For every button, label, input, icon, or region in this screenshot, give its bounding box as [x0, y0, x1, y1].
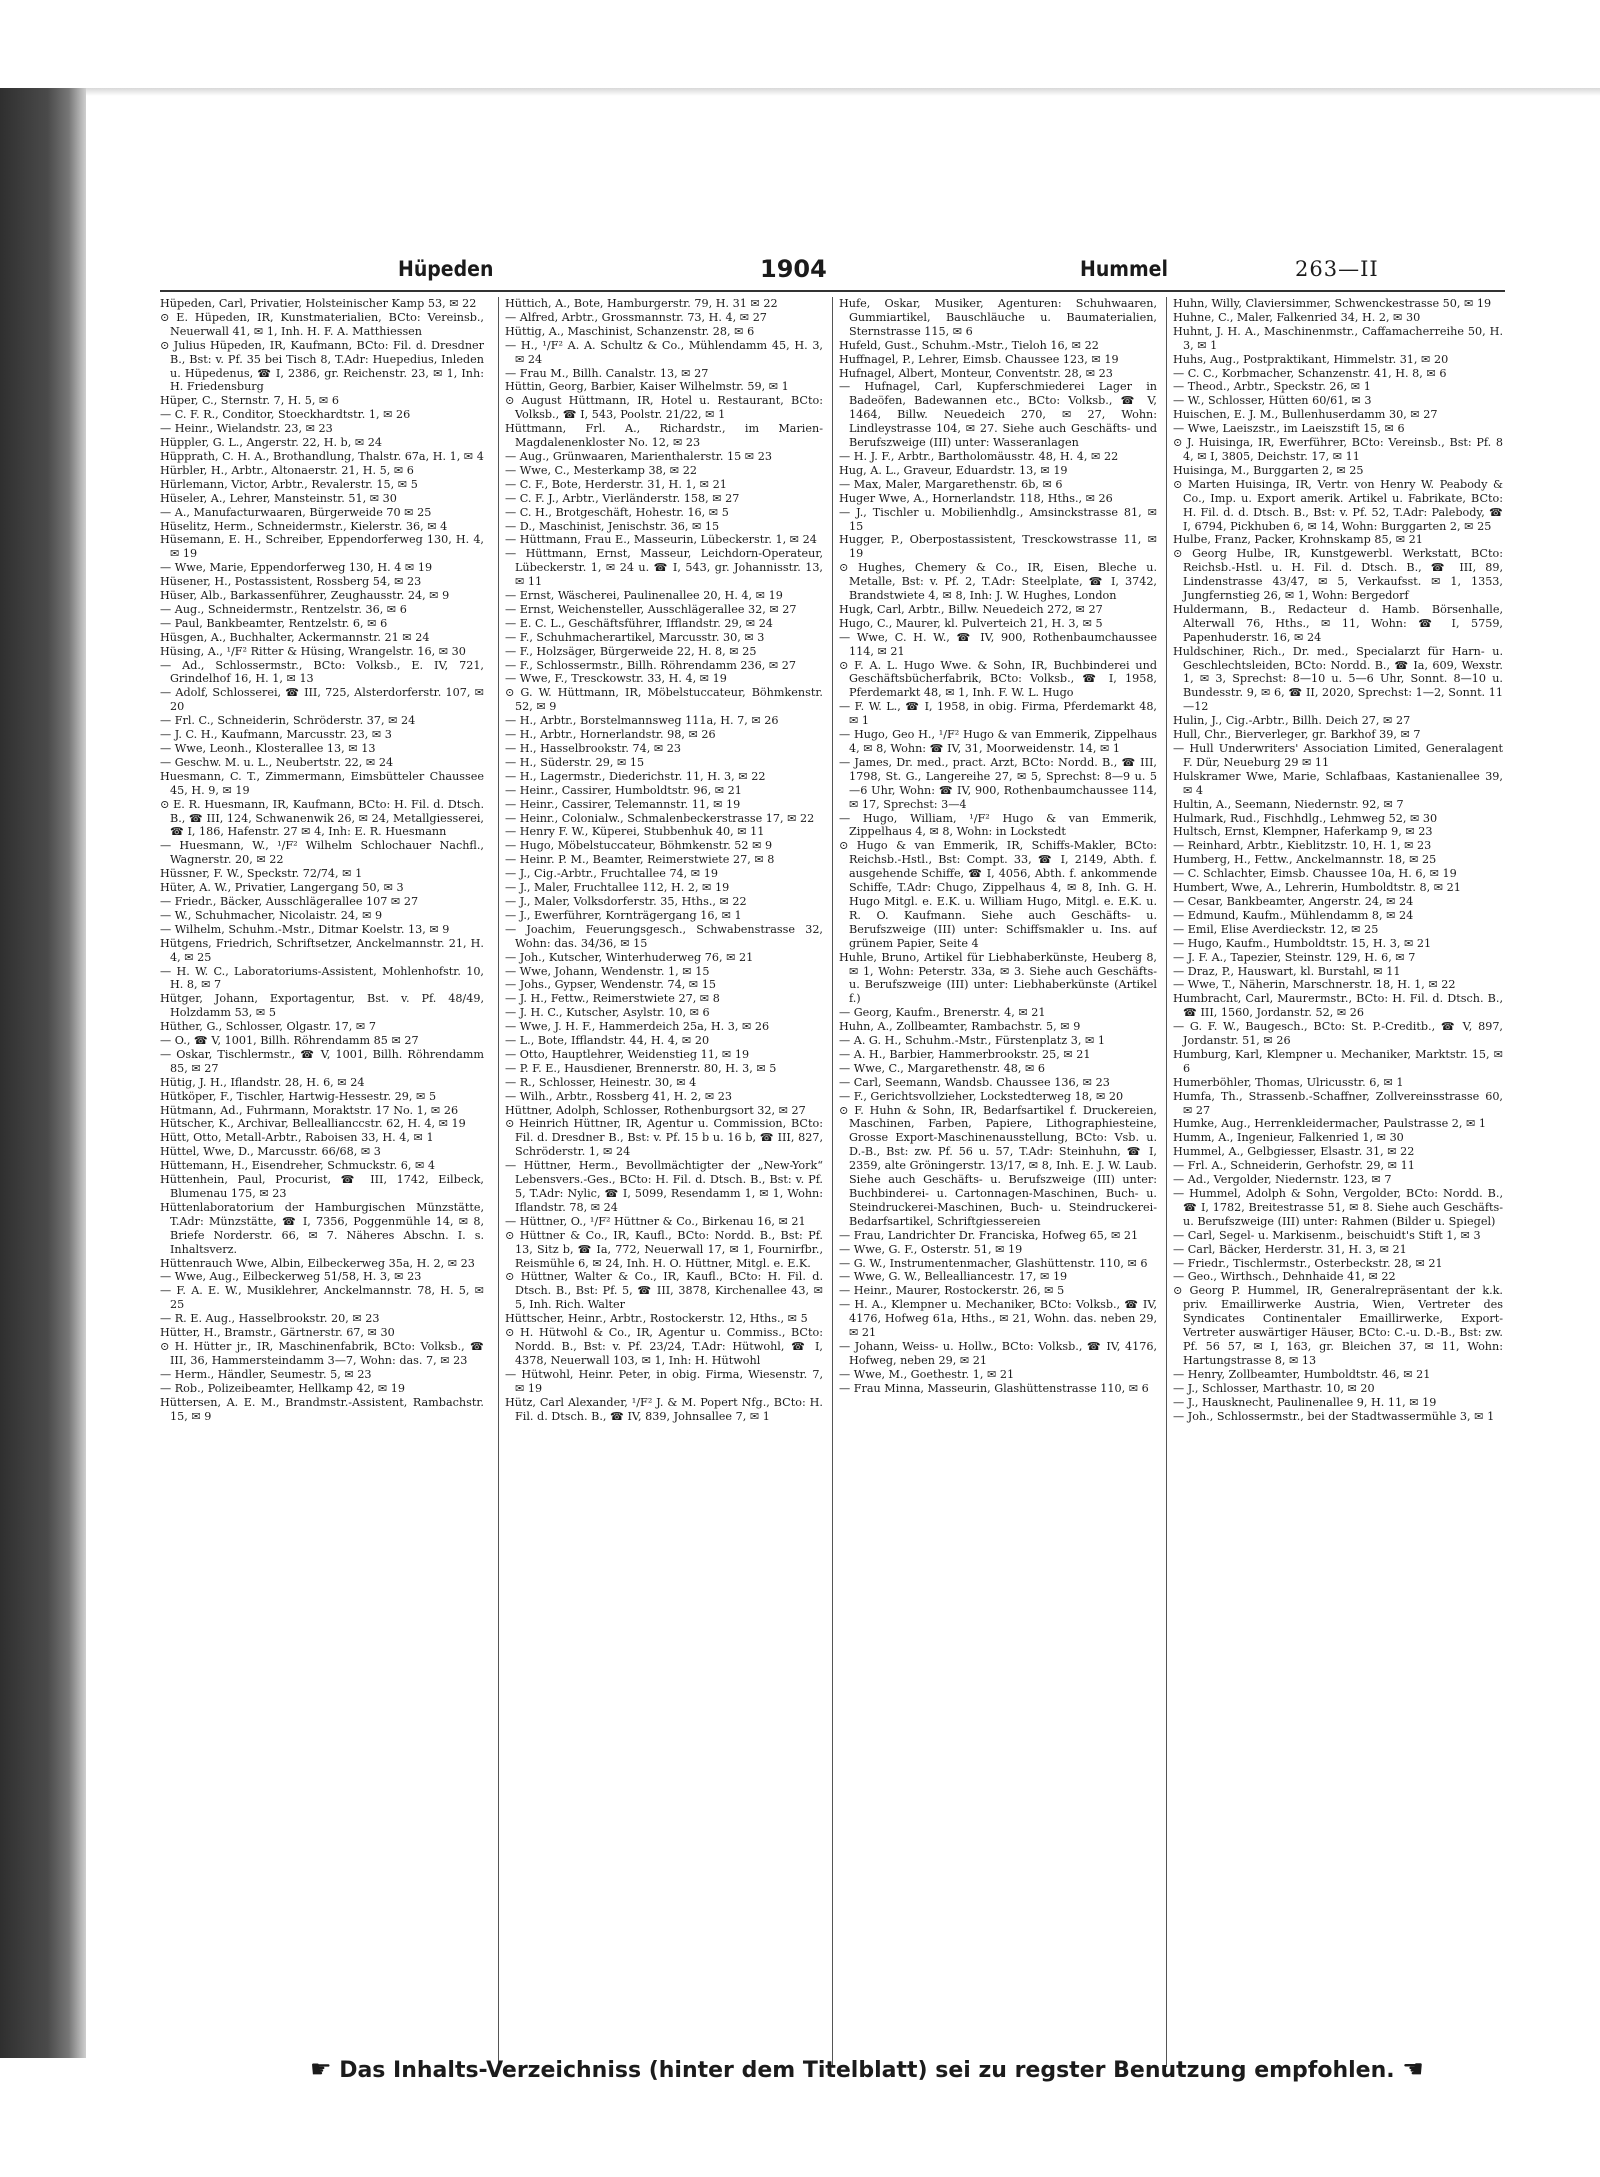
directory-entry: Huldschiner, Rich., Dr. med., Specialarzt für Harn- u. Geschlechtsleiden, BCto: Nordd. B., ☎ Ia, 609, Wexstr. 1, ✉ 3, Sprechst: 8—10 u. 5—6 Uhr, Sonnt. 8—10 u. Bundesstr. 9, ✉ 6, ☎ II, 2020, Sprechst: 1—2, Sonnt. 11—12: [1173, 644, 1503, 714]
directory-entry: — Aug., Schneidermstr., Rentzelstr. 36, ✉ 6: [160, 602, 407, 616]
directory-entry: — Paul, Bankbeamter, Rentzelstr. 6, ✉ 6: [160, 616, 388, 630]
directory-entry: Hüttich, A., Bote, Hamburgerstr. 79, H. 31 ✉ 22: [505, 297, 778, 310]
directory-entry: — Heinr., Colonialw., Schmalenbeckerstrasse 17, ✉ 22: [505, 811, 815, 825]
directory-entry: — H., ¹/F² A. A. Schultz & Co., Mühlendamm 45, H. 3, ✉ 24: [505, 338, 823, 366]
directory-entry: Huger Wwe, A., Hornerlandstr. 118, Hths., ✉ 26: [839, 491, 1113, 505]
directory-entry: — Wwe, M., Goethestr. 1, ✉ 21: [839, 1367, 1015, 1381]
column-2: [498, 297, 823, 2067]
directory-entry: — Wwe, F., Tresckowstr. 33, H. 4, ✉ 19: [505, 672, 727, 686]
directory-entry: Hummel, A., Gelbgiesser, Elsastr. 31, ✉ 22: [1173, 1145, 1415, 1159]
directory-entry: — C. C., Korbmacher, Schanzenstr. 41, H. 8, ✉ 6: [1173, 366, 1447, 380]
directory-entry: ⊙ August Hüttmann, IR, Hotel u. Restaurant, BCto: Volksb., ☎ I, 543, Poolstr. 21/22, ✉ 1: [505, 394, 823, 422]
directory-entry: Hüppler, G. L., Angerstr. 22, H. b, ✉ 24: [160, 436, 382, 450]
directory-entry: — H., Arbtr., Borstelmannsweg 111a, H. 7, ✉ 26: [505, 714, 779, 728]
directory-entry: — Carl, Segel- u. Markisenm., beischuidt's Stift 1, ✉ 3: [1173, 1228, 1481, 1242]
directory-entry: Hüssner, F. W., Speckstr. 72/74, ✉ 1: [160, 867, 363, 881]
directory-entry: — A. G. H., Schuhm.-Mstr., Fürstenplatz 3, ✉ 1: [839, 1034, 1105, 1048]
directory-entry: — Henry F. W., Küperei, Stubbenhuk 40, ✉ 11: [505, 825, 765, 839]
directory-entry: Hürlemann, Victor, Arbtr., Revalerstr. 15, ✉ 5: [160, 477, 418, 491]
directory-entry: — Hufnagel, Carl, Kupferschmiederei Lager in Badeöfen, Badewannen etc., BCto: Volksb., ☎ V, 1464, Billw. Neuedeich 270, ✉ 27, Wohn: Lindleystrasse 104, ✉ 27. Siehe auch Geschäfts- und Berufszweige (III) unter: Wasseranlagen: [839, 380, 1157, 450]
directory-entry: Hugk, Carl, Arbtr., Billw. Neuedeich 272, ✉ 27: [839, 602, 1103, 616]
directory-entry: — James, Dr. med., pract. Arzt, BCto: Nordd. B., ☎ III, 1798, St. G., Langereihe 27, ✉ 5, Sprechst: 8—9 u. 5—6 Uhr, Wohn: ☎ IV, 900, Rothenbaumchaussee 114, ✉ 17, Sprechst: 3—4: [839, 755, 1157, 811]
directory-entry: Hüsener, H., Postassistent, Rossberg 54, ✉ 23: [160, 575, 422, 589]
page-number: 263—II: [1295, 257, 1379, 281]
directory-entry: — Carl, Seemann, Wandsb. Chaussee 136, ✉ 23: [839, 1075, 1110, 1089]
directory-entry: — Frl. A., Schneiderin, Gerhofstr. 29, ✉ 11: [1173, 1159, 1415, 1173]
directory-entry: Humm, A., Ingenieur, Falkenried 1, ✉ 30: [1173, 1131, 1404, 1145]
directory-entry: Hull, Chr., Bierverleger, gr. Barkhof 39, ✉ 7: [1173, 728, 1421, 742]
header-rule: [160, 290, 1505, 292]
directory-entry: ⊙ E. R. Huesmann, IR, Kaufmann, BCto: H. Fil. d. Dtsch. B., ☎ III, 124, Schwanenwik 26, ✉ 24, Metallgiesserei, ☎ I, 186, Hafenstr. 27 ✉ 4, Inh: E. R. Huesmann: [160, 797, 484, 839]
directory-entry: — L., Bote, Ifflandstr. 44, H. 4, ✉ 20: [505, 1034, 710, 1048]
directory-columns: [160, 297, 1505, 2067]
directory-entry: — J. H., Fettw., Reimerstwiete 27, ✉ 8: [505, 992, 720, 1006]
directory-entry: — Heinr., Maurer, Rostockerstr. 26, ✉ 5: [839, 1284, 1065, 1298]
directory-entry: — Frl. C., Schneiderin, Schröderstr. 37, ✉ 24: [160, 714, 416, 728]
directory-entry: — W., Schuhmacher, Nicolaistr. 24, ✉ 9: [160, 908, 383, 922]
directory-entry: — Joh., Kutscher, Winterhuderweg 76, ✉ 21: [505, 950, 754, 964]
directory-entry: Humke, Aug., Herrenkleidermacher, Paulstrasse 2, ✉ 1: [1173, 1117, 1487, 1131]
directory-entry: — P. F. E., Hausdiener, Brennerstr. 80, H. 3, ✉ 5: [505, 1061, 777, 1075]
directory-entry: Hüselitz, Herm., Schneidermstr., Kielerstr. 36, ✉ 4: [160, 519, 448, 533]
directory-entry: — Draz, P., Hauswart, kl. Burstahl, ✉ 11: [1173, 964, 1401, 978]
directory-entry: ⊙ F. Huhn & Sohn, IR, Bedarfsartikel f. Druckereien, Maschinen, Farben, Papiere, Lithographiesteine, Grosse Export-Maschinenausstellung, BCto: Vsb. u. D.-B., Bst: zw. Pf. 56 u. 57, T.Adr: Steinhuhn, ☎ I, 2359, alte Gröningerstr. 13/17, ✉ 8, Inh. E. J. W. Laub. Siehe auch Geschäfts- u. Berufszweige (III) unter: Buchbinderei- u. Cartonnagen-Maschinen, Buch- u. Steindruckerei-Maschinen, Buch- u. Steindruckerei-Bedarfsartikel, Schriftgiessereien: [839, 1103, 1157, 1228]
directory-entry: — J., Maler, Fruchtallee 112, H. 2, ✉ 19: [505, 881, 730, 895]
directory-entry: Hüttemann, H., Eisendreher, Schmuckstr. 6, ✉ 4: [160, 1159, 436, 1173]
directory-entry: — C. F., Bote, Herderstr. 31, H. 1, ✉ 21: [505, 477, 727, 491]
directory-entry: Hüttenlaboratorium der Hamburgischen Münzstätte, T.Adr: Münzstätte, ☎ I, 7356, Poggenmühle 14, ✉ 8, Briefe Norderstr. 66, ✉ 7. Näheres Abschn. I. s. Inhaltsverz.: [160, 1200, 484, 1256]
directory-entry: — Joh., Schlossermstr., bei der Stadtwassermühle 3, ✉ 1: [1173, 1409, 1495, 1423]
directory-entry: — H. W. C., Laboratoriums-Assistent, Mohlenhofstr. 10, H. 8, ✉ 7: [160, 964, 484, 992]
directory-entry: — Adolf, Schlosserei, ☎ III, 725, Alsterdorferstr. 107, ✉ 20: [160, 686, 484, 714]
directory-entry: Hulmark, Rud., Fischhdlg., Lehmweg 52, ✉ 30: [1173, 811, 1438, 825]
directory-entry: Hüttel, Wwe, D., Marcusstr. 66/68, ✉ 3: [160, 1145, 381, 1159]
directory-entry: — H., Lagermstr., Diederichstr. 11, H. 3, ✉ 22: [505, 769, 766, 783]
directory-entry: Humberg, H., Fettw., Anckelmannstr. 18, ✉ 25: [1173, 853, 1437, 867]
directory-entry: — Henry, Zollbeamter, Humboldtstr. 46, ✉ 21: [1173, 1367, 1431, 1381]
directory-entry: Hütgens, Friedrich, Schriftsetzer, Anckelmannstr. 21, H. 4, ✉ 25: [160, 936, 484, 964]
directory-entry: — Wwe, Marie, Eppendorferweg 130, H. 4 ✉ 19: [160, 561, 433, 575]
directory-entry: ⊙ F. A. L. Hugo Wwe. & Sohn, IR, Buchbinderei und Geschäftsbücherfabrik, BCto: Volksb., ☎ I, 1958, Pferdemarkt 48, ✉ 1, Inh. F. W. L. Hugo: [839, 658, 1157, 700]
header-year: 1904: [760, 255, 827, 283]
directory-entry: Hulskramer Wwe, Marie, Schlafbaas, Kastanienallee 39, ✉ 4: [1173, 769, 1503, 797]
directory-entry: — J. H. C., Kutscher, Asylstr. 10, ✉ 6: [505, 1006, 710, 1020]
directory-entry: ⊙ H. Hütwohl & Co., IR, Agentur u. Commiss., BCto: Nordd. B., Bst: v. Pf. 23/24, T.Adr: Hütwohl, ☎ I, 4378, Neuerwall 103, ✉ 1, Inh: H. Hütwohl: [505, 1326, 823, 1367]
directory-entry: ⊙ Georg P. Hummel, IR, Generalrepräsentant der k.k. priv. Emaillirwerke Austria, Wien, Vertreter des Syndicates Continentaler Emaillirwerke, Export-Vertreter auswärtiger Häuser, BCto: C.-u. D.-B., Bst: zw. Pf. 56 57, ✉ I, 163, gr. Bleichen 37, ✉ 11, Wohn: Hartungstrasse 8, ✉ 13: [1173, 1284, 1503, 1367]
header-first-name: Hüpeden: [398, 257, 494, 281]
directory-entry: — J., Maler, Volksdorferstr. 35, Hths., ✉ 22: [505, 894, 747, 908]
directory-entry: — Max, Maler, Margarethenstr. 6b, ✉ 6: [839, 477, 1063, 491]
directory-entry: — Wwe, G. F., Osterstr. 51, ✉ 19: [839, 1242, 1023, 1256]
header-last-name: Hummel: [1080, 257, 1168, 281]
directory-entry: — R., Schlosser, Heinestr. 30, ✉ 4: [505, 1075, 697, 1089]
directory-entry: ⊙ Heinrich Hüttner, IR, Agentur u. Commission, BCto: Fil. d. Dresdner B., Bst: v. Pf. 15 b u. 16 b, ☎ III, 827, Schröderstr. 1, ✉ 24: [505, 1117, 823, 1159]
directory-entry: Hüsemann, E. H., Schreiber, Eppendorferweg 130, H. 4, ✉ 19: [160, 533, 484, 561]
directory-entry: — F., Gerichtsvollzieher, Lockstedterweg 18, ✉ 20: [839, 1089, 1124, 1103]
directory-entry: — A., Manufacturwaaren, Bürgerweide 70 ✉ 25: [160, 505, 432, 519]
directory-entry: — Wwe, C. H. W., ☎ IV, 900, Rothenbaumchaussee 114, ✉ 21: [839, 630, 1157, 658]
directory-entry: — C. H., Brotgeschäft, Hohestr. 16, ✉ 5: [505, 505, 729, 519]
directory-entry: — Herm., Händler, Seumestr. 5, ✉ 23: [160, 1367, 372, 1381]
directory-entry: — Hüttmann, Ernst, Masseur, Leichdorn-Operateur, Lübeckerstr. 1, ✉ 24 u. ☎ I, 543, gr. Johannisstr. 13, ✉ 11: [505, 547, 823, 589]
directory-entry: — C. F. J., Arbtr., Vierländerstr. 158, ✉ 27: [505, 491, 740, 505]
directory-entry: — J., Schlosser, Marthastr. 10, ✉ 20: [1173, 1381, 1375, 1395]
directory-entry: Hultsch, Ernst, Klempner, Haferkamp 9, ✉ 23: [1173, 825, 1433, 839]
directory-entry: ⊙ J. Huisinga, IR, Ewerführer, BCto: Vereinsb., Bst: Pf. 8 4, ✉ I, 3805, Deichstr. 17, ✉ 11: [1173, 436, 1503, 463]
directory-entry: ⊙ Julius Hüpeden, IR, Kaufmann, BCto: Fil. d. Dresdner B., Bst: v. Pf. 35 bei Tisch 8, T.Adr: Huepedius, Inleden u. Hüpedenus, ☎ I, 2386, gr. Reichenstr. 23, ✉ 1, Inh: H. Friedensburg: [160, 338, 484, 394]
directory-entry: — Hüttner, Herm., Bevollmächtigter der „New-York“ Lebensvers.-Ges., BCto: H. Fil. d. Dtsch. B., Bst: v. Pf. 5, T.Adr: Nylic, ☎ I, 5099, Resendamm 1, ✉ 1, Wohn: Iflandstr. 78, ✉ 24: [505, 1159, 823, 1214]
directory-entry: — Johs., Gypser, Wendenstr. 74, ✉ 15: [505, 978, 716, 992]
directory-entry: Hütz, Carl Alexander, ¹/F² J. & M. Popert Nfg., BCto: H. Fil. d. Dtsch. B., ☎ IV, 839, Johnsallee 7, ✉ 1: [505, 1395, 823, 1423]
directory-entry: — Edmund, Kaufm., Mühlendamm 8, ✉ 24: [1173, 908, 1414, 922]
directory-page: [140, 175, 1530, 2110]
directory-entry: — H. J. F., Arbtr., Bartholomäusstr. 48, H. 4, ✉ 22: [839, 449, 1119, 463]
directory-entry: — J., Hausknecht, Paulinenallee 9, H. 11, ✉ 19: [1173, 1395, 1437, 1409]
directory-entry: Hüser, Alb., Barkassenführer, Zeughausstr. 24, ✉ 9: [160, 589, 450, 603]
directory-entry: Hug, A. L., Graveur, Eduardstr. 13, ✉ 19: [839, 463, 1068, 477]
directory-entry: — E. C. L., Geschäftsführer, Ifflandstr. 29, ✉ 24: [505, 616, 773, 630]
directory-entry: — Friedr., Bäcker, Ausschlägerallee 107 ✉ 27: [160, 894, 419, 908]
scan-binding-edge: [0, 88, 86, 2058]
directory-entry: — Frau M., Billh. Canalstr. 13, ✉ 27: [505, 366, 709, 380]
directory-entry: — Otto, Hauptlehrer, Weidenstieg 11, ✉ 19: [505, 1047, 750, 1061]
directory-entry: Huhne, C., Maler, Falkenried 34, H. 2, ✉ 30: [1173, 310, 1421, 324]
directory-entry: — F. A. E. W., Musiklehrer, Anckelmannstr. 78, H. 5, ✉ 25: [160, 1284, 484, 1312]
directory-entry: Humerböhler, Thomas, Ulricusstr. 6, ✉ 1: [1173, 1075, 1404, 1089]
directory-entry: Hütter, H., Bramstr., Gärtnerstr. 67, ✉ 30: [160, 1326, 395, 1340]
directory-entry: Hüttig, A., Maschinist, Schanzenstr. 28, ✉ 6: [505, 324, 755, 338]
directory-entry: — D., Maschinist, Jenischstr. 36, ✉ 15: [505, 519, 720, 533]
directory-entry: — O., ☎ V, 1001, Billh. Röhrendamm 85 ✉ 27: [160, 1034, 419, 1048]
directory-entry: — Hugo, Geo H., ¹/F² Hugo & van Emmerik, Zippelhaus 4, ✉ 8, Wohn: ☎ IV, 31, Moorweidenstr. 14, ✉ 1: [839, 728, 1157, 755]
directory-entry: — Wwe, C., Margarethenstr. 48, ✉ 6: [839, 1061, 1046, 1075]
footer-text: Das Inhalts-Verzeichniss (hinter dem Titelblatt) sei zu regster Benutzung empfohlen.: [339, 2058, 1395, 2083]
directory-entry: Hüper, C., Sternstr. 7, H. 5, ✉ 6: [160, 394, 339, 408]
column-4: [1166, 297, 1503, 2067]
directory-entry: ⊙ Hüttner & Co., IR, Kaufl., BCto: Nordd. B., Bst: Pf. 13, Sitz b, ☎ Ia, 772, Neuerwall 17, ✉ 1, Fournirfbr., Reismühle 6, ✉ 24, Inh. H. O. Hüttner, Mitgl. e. E.K.: [505, 1228, 823, 1270]
directory-entry: — Geschw. M. u. L., Neubertstr. 22, ✉ 24: [160, 755, 394, 769]
directory-entry: Hüther, G., Schlosser, Olgastr. 17, ✉ 7: [160, 1020, 376, 1034]
directory-entry: — Joachim, Feuerungsgesch., Schwabenstrasse 32, Wohn: das. 34/36, ✉ 15: [505, 922, 823, 950]
directory-entry: — Emil, Elise Averdieckstr. 12, ✉ 25: [1173, 922, 1379, 936]
directory-entry: Hütger, Johann, Exportagentur, Bst. v. Pf. 48/49, Holzdamm 53, ✉ 5: [160, 992, 484, 1020]
directory-entry: — Wilh., Arbtr., Rossberg 41, H. 2, ✉ 23: [505, 1089, 733, 1103]
directory-entry: Hüttner, Adolph, Schlosser, Rothenburgsort 32, ✉ 27: [505, 1103, 806, 1117]
directory-entry: — J., Ewerführer, Kornträgergang 16, ✉ 1: [505, 908, 742, 922]
directory-entry: ⊙ Hugo & van Emmerik, IR, Schiffs-Makler, BCto: Reichsb.-Hstl., Bst: Compt. 33, ☎ I, 2149, Abth. f. ausgehende Schiffe, ☎ I, 4056, Abth. f. ankommende Schiffe, T.Adr: Chugo, Zippelhaus 4, ✉ 8, Inh. G. H. Hugo Mitgl. e. E.K. u. William Hugo, Mitgl. e. E.K. u. R. O. Kaufmann. Siehe auch Geschäfts- u. Berufszweige (III) unter: Schiffsmakler u. Ins. auf grünem Papier, Seite 4: [839, 839, 1157, 950]
running-head: [140, 175, 1530, 283]
directory-entry: — F., Schlossermstr., Billh. Röhrendamm 236, ✉ 27: [505, 658, 797, 672]
directory-entry: — C. Schlachter, Eimsb. Chaussee 10a, H. 6, ✉ 19: [1173, 867, 1457, 881]
directory-entry: — A. H., Barbier, Hammerbrookstr. 25, ✉ 21: [839, 1047, 1091, 1061]
directory-entry: Hüttenhein, Paul, Procurist, ☎ III, 1742, Eilbeck, Blumenau 175, ✉ 23: [160, 1173, 484, 1200]
directory-entry: — Ernst, Wäscherei, Paulinenallee 20, H. 4, ✉ 19: [505, 589, 783, 603]
directory-entry: ⊙ Hüttner, Walter & Co., IR, Kaufl., BCto: H. Fil. d. Dtsch. B., Bst: Pf. 5, ☎ III, 3878, Kirchenallee 43, ✉ 5, Inh. Rich. Walter: [505, 1270, 823, 1312]
directory-entry: Hugger, P., Oberpostassistent, Tresckowstrasse 11, ✉ 19: [839, 533, 1157, 561]
directory-entry: — R. E. Aug., Hasselbrookstr. 20, ✉ 23: [160, 1312, 380, 1326]
directory-entry: — Heinr. P. M., Beamter, Reimerstwiete 27, ✉ 8: [505, 853, 775, 867]
directory-entry: Hüseler, A., Lehrer, Mansteinstr. 51, ✉ 30: [160, 491, 397, 505]
directory-entry: — Hummel, Adolph & Sohn, Vergolder, BCto: Nordd. B., ☎ I, 1782, Breitestrasse 51, ✉ 8. Siehe auch Geschäfts- u. Berufszweige (III) unter: Rahmen (Bilder u. Spiegel): [1173, 1187, 1503, 1228]
directory-entry: — G. F. W., Baugesch., BCto: St. P.-Creditb., ☎ V, 897, Jordanstr. 51, ✉ 26: [1173, 1020, 1503, 1048]
directory-entry: Huhnt, J. H. A., Maschinenmstr., Caffamacherreihe 50, H. 3, ✉ 1: [1173, 324, 1503, 352]
directory-entry: — Frau Minna, Masseurin, Glashüttenstrasse 110, ✉ 6: [839, 1381, 1149, 1395]
directory-entry: Hugo, C., Maurer, kl. Pulverteich 21, H. 3, ✉ 5: [839, 616, 1103, 630]
directory-entry: — Wwe, Johann, Wendenstr. 1, ✉ 15: [505, 964, 710, 978]
directory-entry: — Wwe, G. W., Bellealliancestr. 17, ✉ 19: [839, 1270, 1068, 1284]
directory-entry: — Hugo, William, ¹/F² Hugo & van Emmerik, Zippelhaus 4, ✉ 8, Wohn: in Lockstedt: [839, 811, 1157, 839]
directory-entry: ⊙ Hughes, Chemery & Co., IR, Eisen, Bleche u. Metalle, Bst: v. Pf. 2, T.Adr: Steelplate, ☎ I, 3742, Brandstwiete 4, ✉ 8, Inh: J. W. Hughes, London: [839, 561, 1157, 603]
directory-entry: Hütmann, Ad., Fuhrmann, Moraktstr. 17 No. 1, ✉ 26: [160, 1103, 459, 1117]
directory-entry: Hufnagel, Albert, Monteur, Conventstr. 28, ✉ 23: [839, 366, 1113, 380]
directory-entry: Huisinga, M., Burggarten 2, ✉ 25: [1173, 463, 1364, 477]
directory-entry: — Hüttner, O., ¹/F² Hüttner & Co., Birkenau 16, ✉ 21: [505, 1214, 806, 1228]
directory-entry: ⊙ Marten Huisinga, IR, Vertr. von Henry W. Peabody & Co., Imp. u. Export amerik. Artikel u. Fabrikate, BCto: H. Fil. d. d. Dtsch. B., Bst: v. Pf. 52, T.Adr: Palebody, ☎ I, 6794, Pickhuben 6, ✉ 14, Wohn: Burggarten 2, ✉ 25: [1173, 477, 1503, 533]
directory-entry: Hüttscher, Heinr., Arbtr., Rostockerstr. 12, Hths., ✉ 5: [505, 1312, 808, 1326]
directory-entry: — W., Schlosser, Hütten 60/61, ✉ 3: [1173, 394, 1372, 408]
directory-entry: Hüpprath, C. H. A., Brothandlung, Thalstr. 67a, H. 1, ✉ 4: [160, 449, 484, 463]
directory-entry: — Wilhelm, Schuhm.-Mstr., Ditmar Koelstr. 13, ✉ 9: [160, 922, 450, 936]
directory-entry: Hütköper, F., Tischler, Hartwig-Hessestr. 29, ✉ 5: [160, 1089, 437, 1103]
directory-entry: — Johann, Weiss- u. Hollw., BCto: Volksb., ☎ IV, 4176, Hofweg, neben 29, ✉ 21: [839, 1339, 1157, 1367]
directory-entry: — H. A., Klempner u. Mechaniker, BCto: Volksb., ☎ IV, 4176, Hofweg 61a, Hths., ✉ 21, Wohn. das. neben 29, ✉ 21: [839, 1298, 1157, 1340]
directory-entry: — F., Holzsäger, Bürgerweide 22, H. 8, ✉ 25: [505, 644, 757, 658]
directory-entry: Huesmann, C. T., Zimmermann, Eimsbütteler Chaussee 45, H. 9, ✉ 19: [160, 769, 484, 797]
directory-entry: — Reinhard, Arbtr., Kieblitzstr. 10, H. 1, ✉ 23: [1173, 839, 1432, 853]
directory-entry: — Heinr., Cassirer, Humboldtstr. 96, ✉ 21: [505, 783, 742, 797]
directory-entry: Hürbler, H., Arbtr., Altonaerstr. 21, H. 5, ✉ 6: [160, 463, 414, 477]
directory-entry: — H., Hasselbrookstr. 74, ✉ 23: [505, 742, 682, 755]
directory-entry: Hütscher, K., Archivar, Belleallianccstr. 62, H. 4, ✉ 19: [160, 1117, 466, 1131]
directory-entry: Huhn, Willy, Claviersimmer, Schwenckestrasse 50, ✉ 19: [1173, 297, 1492, 310]
directory-entry: — Friedr., Tischlermstr., Osterbeckstr. 28, ✉ 21: [1173, 1256, 1443, 1270]
directory-entry: — Alfred, Arbtr., Grossmannstr. 73, H. 4, ✉ 27: [505, 310, 767, 324]
directory-entry: Hufe, Oskar, Musiker, Agenturen: Schuhwaaren, Gummiartikel, Bauschläuche u. Baumaterialien, Sternstrasse 115, ✉ 6: [839, 297, 1157, 338]
directory-entry: Humbert, Wwe, A., Lehrerin, Humboldtstr. 8, ✉ 21: [1173, 881, 1461, 895]
directory-entry: — Frau, Landrichter Dr. Franciska, Hofweg 65, ✉ 21: [839, 1228, 1139, 1242]
directory-entry: Humfa, Th., Strassenb.-Schaffner, Zollvereinsstrasse 60, ✉ 27: [1173, 1089, 1503, 1117]
directory-entry: Hütt, Otto, Metall-Arbtr., Raboisen 33, H. 4, ✉ 1: [160, 1131, 434, 1145]
directory-entry: — J. F. A., Tapezier, Steinstr. 129, H. 6, ✉ 7: [1173, 950, 1416, 964]
directory-entry: Hüsing, A., ¹/F² Ritter & Hüsing, Wrangelstr. 16, ✉ 30: [160, 644, 466, 658]
directory-entry: — Hüttmann, Frau E., Masseurin, Lübeckerstr. 1, ✉ 24: [505, 533, 817, 547]
directory-entry: — Ad., Vergolder, Niedernstr. 123, ✉ 7: [1173, 1173, 1392, 1187]
directory-entry: — Wwe, C., Mesterkamp 38, ✉ 22: [505, 463, 697, 477]
directory-entry: Hüsgen, A., Buchhalter, Ackermannstr. 21 ✉ 24: [160, 630, 430, 644]
directory-entry: — Theod., Arbtr., Speckstr. 26, ✉ 1: [1173, 380, 1371, 394]
directory-entry: — Georg, Kaufm., Brenerstr. 4, ✉ 21: [839, 1006, 1046, 1020]
pointing-hand-icon: ☚: [1402, 2055, 1424, 2083]
directory-entry: Huldermann, B., Redacteur d. Hamb. Börsenhalle, Alterwall 76, Hths., ✉ 11, Wohn: ☎ I, 5759, Papenhuderstr. 16, ✉ 24: [1173, 602, 1503, 644]
directory-entry: — Hugo, Kaufm., Humboldtstr. 15, H. 3, ✉ 21: [1173, 936, 1432, 950]
directory-entry: — Geo., Wirthsch., Dehnhaide 41, ✉ 22: [1173, 1270, 1396, 1284]
directory-entry: Huischen, E. J. M., Bullenhuserdamm 30, ✉ 27: [1173, 408, 1438, 422]
directory-entry: — J., Tischler u. Mobilienhdlg., Amsinckstrasse 81, ✉ 15: [839, 505, 1157, 533]
directory-entry: — H., Arbtr., Hornerlandstr. 98, ✉ 26: [505, 728, 716, 742]
directory-entry: — F. W. L., ☎ I, 1958, in obig. Firma, Pferdemarkt 48, ✉ 1: [839, 700, 1157, 728]
directory-entry: Humburg, Karl, Klempner u. Mechaniker, Marktstr. 15, ✉ 6: [1173, 1047, 1503, 1075]
directory-entry: — Cesar, Bankbeamter, Angerstr. 24, ✉ 24: [1173, 894, 1414, 908]
directory-entry: Hüpeden, Carl, Privatier, Holsteinischer Kamp 53, ✉ 22: [160, 297, 477, 310]
directory-entry: Hüttmann, Frl. A., Richardstr., im Marien-Magdalenenkloster No. 12, ✉ 23: [505, 422, 823, 450]
directory-entry: — C. F. R., Conditor, Stoeckhardtstr. 1, ✉ 26: [160, 408, 411, 422]
footer-notice: [310, 2055, 1500, 2095]
directory-entry: — Hugo, Möbelstuccateur, Böhmkenstr. 52 ✉ 9: [505, 839, 773, 853]
column-1: [160, 297, 484, 2067]
directory-entry: — F., Schuhmacherartikel, Marcusstr. 30, ✉ 3: [505, 630, 765, 644]
directory-entry: Huhn, A., Zollbeamter, Rambachstr. 5, ✉ 9: [839, 1020, 1081, 1034]
directory-entry: Hüttenrauch Wwe, Albin, Eilbeckerweg 35a, H. 2, ✉ 23: [160, 1256, 475, 1270]
directory-entry: — Aug., Grünwaaren, Marienthalerstr. 15 ✉ 23: [505, 449, 772, 463]
directory-entry: — H., Süderstr. 29, ✉ 15: [505, 755, 645, 769]
directory-entry: — Hütwohl, Heinr. Peter, in obig. Firma, Wiesenstr. 7, ✉ 19: [505, 1367, 823, 1395]
directory-entry: ⊙ E. Hüpeden, IR, Kunstmaterialien, BCto: Vereinsb., Neuerwall 41, ✉ 1, Inh. H. F. A. Matthiessen: [160, 310, 484, 338]
directory-entry: — Ad., Schlossermstr., BCto: Volksb., E. IV, 721, Grindelhof 16, H. 1, ✉ 13: [160, 658, 484, 686]
directory-entry: — Oskar, Tischlermstr., ☎ V, 1001, Billh. Röhrendamm 85, ✉ 27: [160, 1047, 484, 1075]
directory-entry: — Heinr., Wielandstr. 23, ✉ 23: [160, 422, 333, 436]
directory-entry: Huffnagel, P., Lehrer, Eimsb. Chaussee 123, ✉ 19: [839, 352, 1119, 366]
directory-entry: Hufeld, Gust., Schuhm.-Mstr., Tieloh 16, ✉ 22: [839, 338, 1099, 352]
directory-entry: ⊙ H. Hütter jr., IR, Maschinenfabrik, BCto: Volksb., ☎ III, 36, Hammersteindamm 3—7, Wohn: das. 7, ✉ 23: [160, 1339, 484, 1367]
directory-entry: Hüttersen, A. E. M., Brandmstr.-Assistent, Rambachstr. 15, ✉ 9: [160, 1395, 484, 1423]
directory-entry: — Ernst, Weichensteller, Ausschlägerallee 32, ✉ 27: [505, 602, 797, 616]
directory-entry: — Carl, Bäcker, Herderstr. 31, H. 3, ✉ 21: [1173, 1242, 1407, 1256]
directory-entry: Huhle, Bruno, Artikel für Liebhaberkünste, Heuberg 8, ✉ 1, Wohn: Peterstr. 33a, ✉ 3. Siehe auch Geschäfts- u. Berufszweige (III) unter: Liebhaberkünste (Artikel f.): [839, 950, 1157, 1006]
directory-entry: Hultin, A., Seemann, Niedernstr. 92, ✉ 7: [1173, 797, 1404, 811]
directory-entry: Humbracht, Carl, Maurermstr., BCto: H. Fil. d. Dtsch. B., ☎ III, 1560, Jordanstr. 52, ✉ 26: [1173, 992, 1503, 1020]
directory-entry: Hütig, J. H., Iflandstr. 28, H. 6, ✉ 24: [160, 1075, 365, 1089]
directory-entry: — G. W., Instrumentenmacher, Glashüttenstr. 110, ✉ 6: [839, 1256, 1148, 1270]
directory-entry: — J., Cig.-Arbtr., Fruchtallee 74, ✉ 19: [505, 867, 718, 881]
column-3: [832, 297, 1157, 2067]
directory-entry: — Heinr., Cassirer, Telemannstr. 11, ✉ 19: [505, 797, 741, 811]
directory-entry: — J. C. H., Kaufmann, Marcusstr. 23, ✉ 3: [160, 728, 392, 742]
directory-entry: — Huesmann, W., ¹/F² Wilhelm Schlochauer Nachfl., Wagnerstr. 20, ✉ 22: [160, 839, 484, 867]
directory-entry: — Wwe, Aug., Eilbeckerweg 51/58, H. 3, ✉ 23: [160, 1270, 422, 1284]
directory-entry: ⊙ Georg Hulbe, IR, Kunstgewerbl. Werkstatt, BCto: Reichsb.-Hstl. u. H. Fil. d. Dtsch. B., ☎ III, 89, Lindenstrasse 43/47, ✉ 5, Verkaufsst. ✉ 1, 1353, Jungfernstieg 26, ✉ 1, Wohn: Bergedorf: [1173, 547, 1503, 603]
directory-entry: Hulin, J., Cig.-Arbtr., Billh. Deich 27, ✉ 27: [1173, 714, 1411, 728]
directory-entry: Hüttin, Georg, Barbier, Kaiser Wilhelmstr. 59, ✉ 1: [505, 380, 789, 394]
directory-entry: — Wwe, Leonh., Klosterallee 13, ✉ 13: [160, 742, 376, 755]
directory-entry: ⊙ G. W. Hüttmann, IR, Möbelstuccateur, Böhmkenstr. 52, ✉ 9: [505, 686, 823, 714]
directory-entry: — Wwe, J. H. F., Hammerdeich 25a, H. 3, ✉ 26: [505, 1020, 770, 1034]
directory-entry: — Wwe, Laeiszstr., im Laeiszstift 15, ✉ 6: [1173, 422, 1405, 436]
directory-entry: — Rob., Polizeibeamter, Hellkamp 42, ✉ 19: [160, 1381, 406, 1395]
directory-entry: Hüter, A. W., Privatier, Langergang 50, ✉ 3: [160, 881, 404, 895]
directory-entry: — Hull Underwriters' Association Limited, Generalagent F. Dür, Neueburg 29 ✉ 11: [1173, 742, 1503, 769]
directory-entry: Hulbe, Franz, Packer, Krohnskamp 85, ✉ 21: [1173, 533, 1423, 547]
directory-entry: — Wwe, T., Näherin, Marschnerstr. 18, H. 1, ✉ 22: [1173, 978, 1456, 992]
scan-top-edge: [86, 88, 1600, 96]
directory-entry: Huhs, Aug., Postpraktikant, Himmelstr. 31, ✉ 20: [1173, 352, 1449, 366]
pointing-hand-icon: ☛: [310, 2055, 332, 2083]
